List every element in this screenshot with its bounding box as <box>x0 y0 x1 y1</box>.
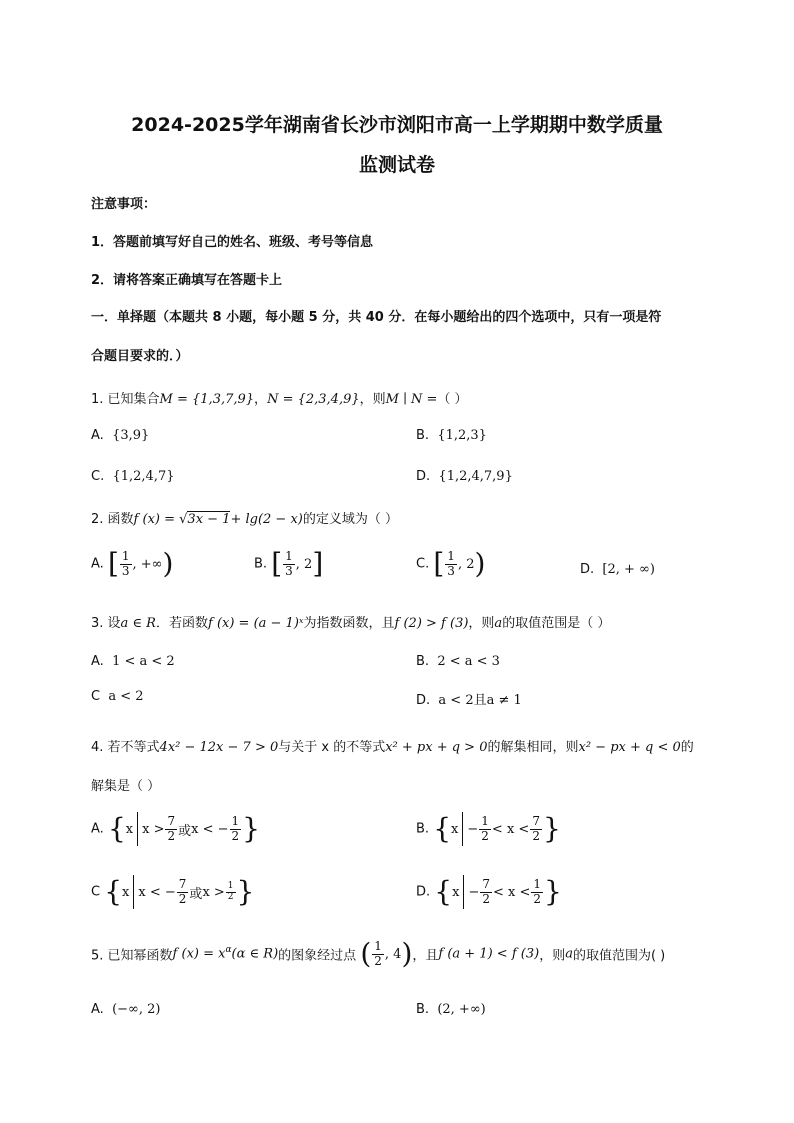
q4-b-mid1: − <box>467 821 479 837</box>
q1-b-value: {1,2,3} <box>437 428 487 443</box>
q4-stem-d: 的 <box>680 740 694 755</box>
q2-d-value: [2, + ∞) <box>602 562 655 577</box>
q5-stem-c: ，且 <box>412 948 439 964</box>
q4-c-mid2: x > <box>202 884 225 900</box>
q4-a-num2: 1 <box>231 814 240 829</box>
q2-b-num: 1 <box>285 549 293 564</box>
q4-a-mid1: x > <box>142 821 165 837</box>
q2-option-b: B. [ $\frac{1}{3}$ , 2 ] <box>254 547 324 580</box>
q5-a-label: A. <box>91 1002 104 1017</box>
q2-c-tail: , 2 <box>457 556 475 572</box>
q4-c-den2: 2 <box>227 891 234 902</box>
q4-ineq3: x² − px + q < 0 <box>578 740 681 755</box>
q2-b-den: 3 <box>285 563 293 578</box>
q3-stem-b: ．若函数 <box>155 616 208 631</box>
q2-a-label: A. <box>91 556 104 572</box>
q4-c-den1: 2 <box>178 891 187 906</box>
q2-option-a: A. [ $\frac{1}{3}$ , +∞ ) <box>91 547 174 580</box>
q1-option-a <box>91 428 149 443</box>
q4-a-x: x <box>125 821 134 837</box>
q3-option-d <box>416 689 522 708</box>
q3-d-b: a ≠ 1 <box>486 693 522 708</box>
q4-d-x: x <box>452 884 460 900</box>
q5-func: f (x) = x <box>172 946 226 962</box>
q4-b-num2: 7 <box>532 814 540 829</box>
q4-d-den1: 2 <box>482 891 491 906</box>
q5-option-a <box>91 1002 160 1017</box>
q5-stem-d: ，则 <box>539 948 566 964</box>
q3-d-label: D. <box>416 693 431 708</box>
q3-option-c <box>91 689 144 704</box>
q1-sep: ， <box>254 392 268 407</box>
q2-option-d <box>580 562 655 577</box>
q5-ineq: f (a + 1) < f (3) <box>438 946 540 962</box>
q4-c-or: 或 <box>189 886 203 902</box>
q4-option-c: C { x x < − $\frac{7}{2}$ 或 x > $\frac{1}{2}$ } <box>91 875 255 908</box>
section-heading-line2: 合题目要求的．） <box>91 349 189 364</box>
section-heading-line1: 一．单择题（本题共 8 小题，每小题 5 分，共 40 分．在每小题给出的四个选项中，只有一项是符 <box>91 310 662 325</box>
q4-a-num1: 7 <box>167 814 176 829</box>
question-1-stem <box>91 388 468 407</box>
q1-c-label: C. <box>91 469 105 484</box>
q4-d-label: D. <box>416 884 431 900</box>
q2-c-den: 3 <box>447 563 455 578</box>
question-5-stem: 5. 已知幂函数f $(x) = x^\alpha(\alpha$ ∈ R)的图象经过点 ( $\frac{1}{2}$ , 4 ) ，且f (a + 1) < f (3)，则a的取值范围为( ) <box>91 937 666 970</box>
q3-d-a: a < 2 <box>438 693 474 708</box>
q5-a-value: (−∞, 2) <box>112 1002 161 1017</box>
q1-d-value: {1,2,4,7,9} <box>438 469 513 484</box>
q2-b-label: B. <box>254 556 268 572</box>
q2-a-num: 1 <box>121 549 130 564</box>
q1-c-value: {1,2,4,7} <box>112 469 175 484</box>
notes-item-2: 2．请将答案正确填写在答题卡上 <box>91 273 283 288</box>
question-2-stem: 2. 函数f (x) = √3x − 1+ lg(2 − x)的定义域为（ ） <box>91 512 399 527</box>
q3-func: f (x) = (a − 1)ˣ <box>208 616 304 631</box>
q1-b-label: B. <box>416 428 430 443</box>
q4-option-d: D. { x − $\frac{7}{2}$ < x < $\frac{1}{2}$ } <box>416 875 562 908</box>
q3-a-label: A. <box>91 654 104 669</box>
q2-func: f (x) = <box>133 512 180 527</box>
q4-c-num2: 1 <box>227 880 234 891</box>
q5-stem-b: 的图象经过点 <box>278 948 357 964</box>
q1-option-c <box>91 469 175 484</box>
q4-b-mid2: < x < <box>491 821 530 837</box>
q3-option-b <box>416 654 500 669</box>
notes-heading: 注意事项： <box>91 197 157 212</box>
q4-d-num2: 1 <box>533 877 542 892</box>
q2-b-tail: , 2 <box>295 556 313 572</box>
q4-d-num1: 7 <box>482 877 491 892</box>
q1-a-value: {3,9} <box>112 428 150 443</box>
q1-stem-text: 1. 已知集合 <box>91 392 160 407</box>
question-4-stem-line2: 解集是（ ） <box>91 779 161 794</box>
q1-stem-b: ，则 <box>359 392 386 407</box>
q4-a-den1: 2 <box>167 828 176 843</box>
q5-pt-den: 2 <box>374 953 382 968</box>
q4-c-mid1: x < − <box>138 884 176 900</box>
q2-stem-b: 的定义域为（ ） <box>302 512 399 527</box>
q4-d-den2: 2 <box>533 891 542 906</box>
q3-b-label: B. <box>416 654 430 669</box>
q1-set-m: M = {1,3,7,9} <box>159 392 255 407</box>
q1-option-d <box>416 469 513 484</box>
q3-var: a <box>494 616 503 631</box>
q2-rest: + lg(2 − x) <box>230 512 303 527</box>
q5-cond: (α ∈ R) <box>231 946 279 962</box>
q3-d-mid: 且 <box>473 693 487 708</box>
q5-var: a <box>565 946 573 962</box>
q2-a-tail: , +∞ <box>132 556 163 572</box>
q4-option-a: A. { x x > $\frac{7}{2}$ 或 x < − $\frac{1}{2}$ } <box>91 812 260 845</box>
question-3-stem <box>91 612 610 631</box>
q5-pt-num: 1 <box>374 939 382 954</box>
q3-cond: a ∈ R <box>120 616 156 631</box>
notes-item-1: 1．答题前填写好自己的姓名、班级、考号等信息 <box>91 235 374 250</box>
q3-ineq: f (2) > f (3) <box>394 616 469 631</box>
q4-stem-b: 与关于 x 的不等式 <box>278 740 386 755</box>
q4-ineq1: 4x² − 12x − 7 > 0 <box>159 740 279 755</box>
q4-d-mid1: − <box>468 884 480 900</box>
q3-option-a <box>91 654 175 669</box>
q5-pt-tail: , 4 <box>384 946 402 962</box>
q1-paren: （ ） <box>437 392 468 407</box>
q2-c-label: C. <box>416 556 430 572</box>
q4-c-x: x <box>122 884 130 900</box>
q2-d-label: D. <box>580 562 595 577</box>
q4-d-mid2: < x < <box>493 884 531 900</box>
q3-c-value: a < 2 <box>108 689 144 704</box>
q5-b-label: B. <box>416 1002 430 1017</box>
q3-b-value: 2 < a < 3 <box>437 654 500 669</box>
q5-stem-e: 的取值范围为( ) <box>572 948 666 964</box>
q1-d-label: D. <box>416 469 431 484</box>
q2-option-c: C. [ $\frac{1}{3}$ , 2 ) <box>416 547 486 580</box>
exam-title-line1: 2024-2025学年湖南省长沙市浏阳市高一上学期期中数学质量 <box>131 114 663 136</box>
q4-b-label: B. <box>416 821 430 837</box>
q4-b-num1: 1 <box>481 814 489 829</box>
q1-expr: M ∣ N = <box>385 392 438 407</box>
q1-set-n: N = {2,3,4,9} <box>267 392 360 407</box>
q4-b-den2: 2 <box>532 828 540 843</box>
q5-exp: α <box>225 945 232 956</box>
q4-b-den1: 2 <box>481 828 489 843</box>
q4-a-or: 或 <box>178 823 192 839</box>
q4-ineq2: x² + px + q > 0 <box>385 740 488 755</box>
q3-stem-c: 为指数函数，且 <box>303 616 395 631</box>
q4-a-den2: 2 <box>231 828 240 843</box>
q5-stem-text: 5. 已知幂函数 <box>91 948 173 964</box>
q5-b-value: (2, +∞) <box>437 1002 486 1017</box>
q2-stem-text: 2. 函数 <box>91 512 134 527</box>
q4-option-b: B. { x − $\frac{1}{2}$ < x < $\frac{7}{2}$ } <box>416 812 561 845</box>
q3-stem-e: 的取值范围是（ ） <box>502 616 611 631</box>
q5-option-b <box>416 1002 486 1017</box>
q4-b-x: x <box>451 821 459 837</box>
q4-stem-text: 4. 若不等式 <box>91 740 160 755</box>
q4-c-num1: 7 <box>178 877 187 892</box>
q2-sqrt-inner: 3x − 1 <box>187 512 231 527</box>
q3-stem-d: ，则 <box>468 616 495 631</box>
exam-title-line2: 监测试卷 <box>358 154 435 176</box>
q3-c-label: C <box>91 689 101 704</box>
q1-a-label: A. <box>91 428 104 443</box>
q2-c-num: 1 <box>447 549 455 564</box>
question-4-stem <box>91 736 694 755</box>
q1-option-b <box>416 428 487 443</box>
q4-c-label: C <box>91 884 101 900</box>
q4-a-label: A. <box>91 821 104 837</box>
q3-stem-text: 3. 设 <box>91 616 121 631</box>
q2-a-den: 3 <box>121 563 130 578</box>
q3-a-value: 1 < a < 2 <box>112 654 175 669</box>
q4-stem-c: 的解集相同，则 <box>487 740 579 755</box>
q4-a-mid2: x < − <box>191 821 229 837</box>
